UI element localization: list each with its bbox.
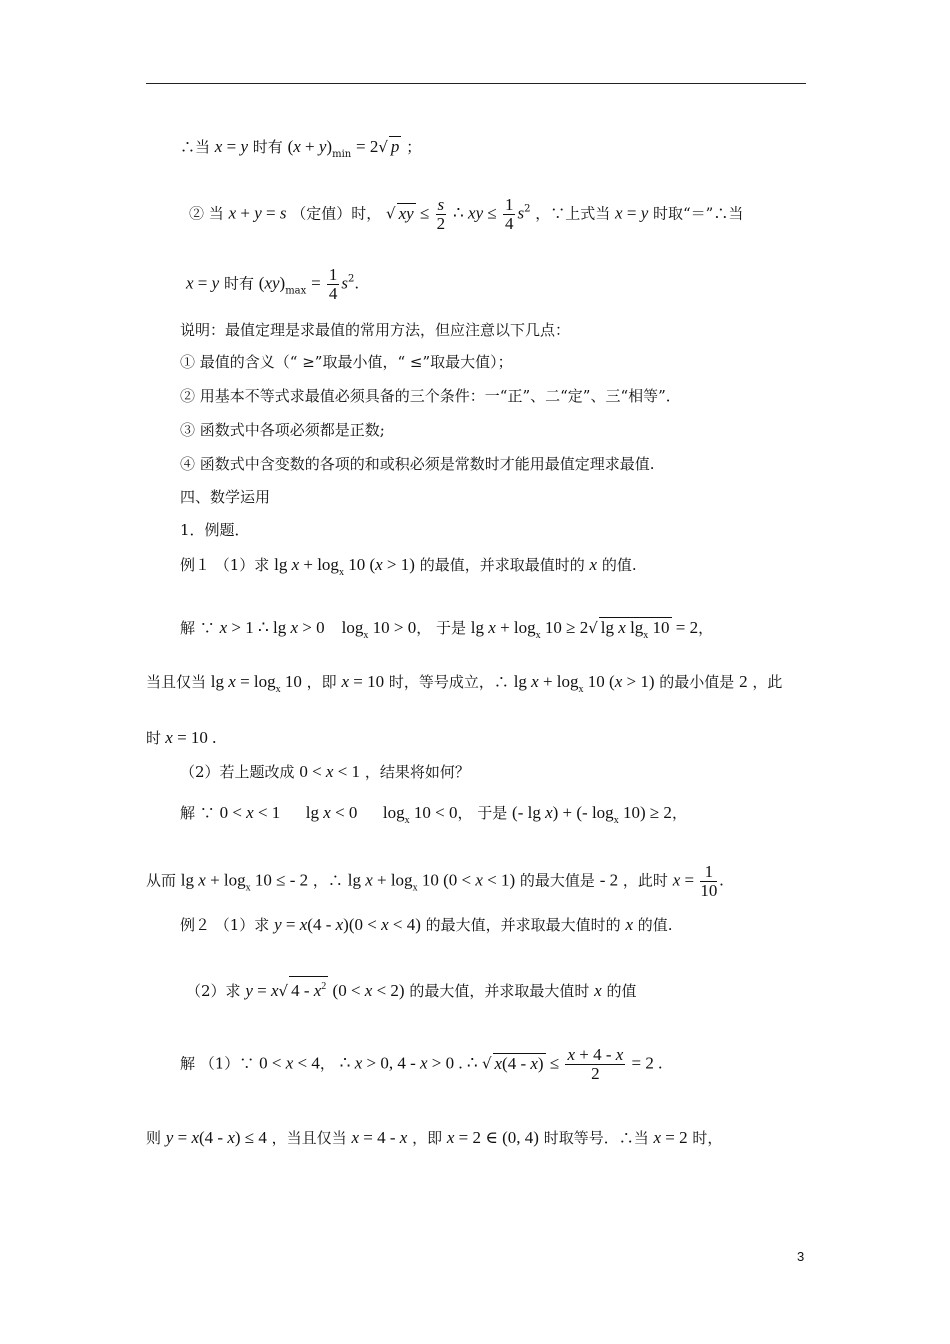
example-2-solution-line-1: 解 （1）∵ 0 < x < 4， ∴ x > 0, 4 - x > 0 . ∴ √ x(4 - x) ≤ $\frac{x + 4 - x}{2}$ = 2 . (180, 1045, 663, 1083)
example-1-solution-line-2: 当且仅当 $\lg x = \log_x 10$ ，即 x = 10 时，等号成立，∴ $\lg x + \log_x 10$ (x > 1) 的最小值是 2 ，此 (146, 672, 783, 695)
note-point-3: ③ 函数式中各项必须都是正数; (180, 421, 385, 439)
example-1-part-2-solution-line-2: 从而 $\lg x + \log_x 10$ ≤ - 2 ，∴ $\lg x + \log_x 10$ (0 < x < 1) 的最大值是 - 2 ，此时 x = $\frac{1}{10}$ . (146, 862, 724, 900)
subsection-heading: 1．例题． (180, 521, 250, 539)
page-number: 3 (797, 1249, 805, 1264)
example-1-solution-line-1: 解 ∵ x > 1 ∴ lg x > 0 $\log_x 10 > 0$， 于是 $\lg x + \log_x 10 \ge 2√$ lg x $\lg_x 10 = 2$， (180, 617, 713, 646)
example-2-part-2-question: （2）求 y = x√ $4 - x^2$ (0 < x < 2) 的最大值，并求取最大值时 x 的值 (186, 976, 637, 1001)
text-line-2: ② 当 x + y = s （定值）时， √ xy ≤ $\frac{s}{2}$ ∴ xy ≤ $\frac{1}{4}$ $s^2$ ，∵上式当 x = y 时取“＝”∴当 (189, 195, 744, 233)
text-line-3: x = y 时有 $(xy)_{max}$ = $\frac{1}{4}$ $s^2$. (186, 265, 360, 303)
example-1-part-2-solution-line-1: 解 ∵ 0 < x < 1 lg x < 0 $\log_x 10 < 0$， 于是 (- lg x) + (- $\log_x 10) \ge 2$， (180, 803, 687, 826)
note-point-4: ④ 函数式中含变数的各项的和或积必须是常数时才能用最值定理求最值. (180, 455, 655, 473)
note-point-2: ② 用基本不等式求最值必须具备的三个条件：一“正”、二“定”、三“相等”． (180, 387, 681, 405)
example-1-solution-line-3: 时 x = 10 . (146, 728, 217, 747)
text-line-1: ∴当 x = y 时有 $(x + y)_{min} = 2√$ p ； (180, 137, 422, 160)
example-1-part-2-question: （2）若上题改成 0 < x < 1 ，结果将如何？ (180, 762, 470, 781)
example-1-question: 例１ （1）求 $\lg x + \log_x 10$ (x > 1) 的最值，并求取最值时的 x 的值. (180, 555, 637, 578)
section-heading: 四、数学运用 (180, 488, 271, 506)
example-2-question: 例２ （1）求 y = x(4 - x)(0 < x < 4) 的最大值，并求取最大值时的 x 的值. (180, 915, 673, 934)
note-title: 说明：最值定理是求最值的常用方法，但应注意以下几点： (180, 321, 571, 339)
example-2-solution-line-2: 则 y = x(4 - x) ≤ 4 ，当且仅当 x = 4 - x ，即 x = 2 ∈ (0, 4) 时取等号．∴当 x = 2 时， (146, 1128, 723, 1147)
note-point-1: ① 最值的含义（“ ≥”取最小值，“ ≤”取最大值）； (180, 353, 513, 371)
header-rule (146, 83, 806, 84)
